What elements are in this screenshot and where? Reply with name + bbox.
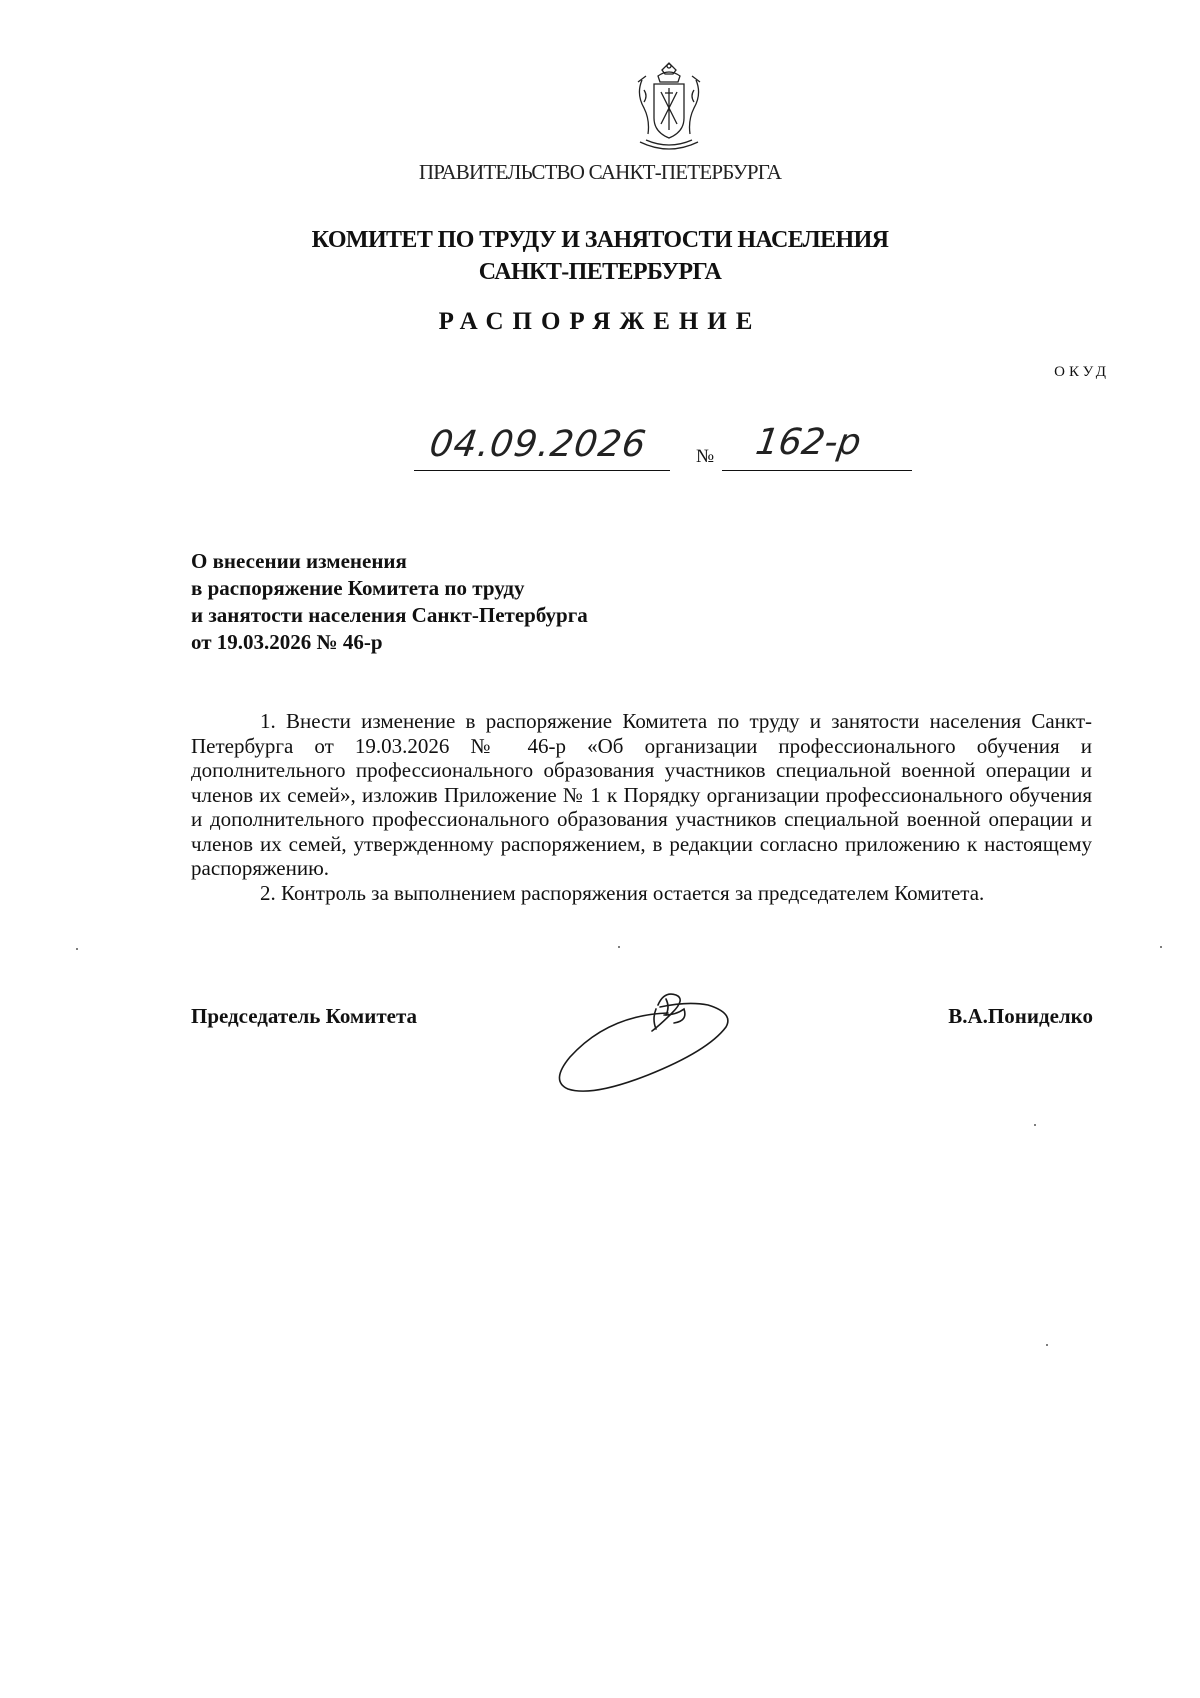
scan-speck	[618, 946, 620, 948]
handwritten-number: 162-р	[753, 422, 864, 463]
coat-of-arms-emblem	[628, 60, 710, 150]
scan-speck	[1034, 1124, 1036, 1126]
subject-line: от 19.03.2026 № 46-р	[191, 630, 383, 654]
signatory-role: Председатель Комитета	[191, 1004, 418, 1028]
handwritten-date: 04.09.2026	[427, 424, 650, 465]
document-type-title: РАСПОРЯЖЕНИЕ	[438, 308, 762, 335]
number-sign: №	[696, 446, 715, 467]
subject-line: О внесении изменения	[191, 549, 407, 573]
government-name: ПРАВИТЕЛЬСТВО САНКТ-ПЕТЕРБУРГА	[418, 160, 782, 184]
committee-name-line1: КОМИТЕТ ПО ТРУДУ И ЗАНЯТОСТИ НАСЕЛЕНИЯ	[311, 227, 889, 253]
okud-label: ОКУД	[1054, 364, 1110, 380]
document-body	[191, 709, 1092, 905]
scan-speck	[76, 948, 78, 950]
document-subject	[191, 548, 588, 656]
body-paragraph-1: 1. Внести изменение в распоряжение Комитета по труду и занятости населения Санкт-Петербурга от 19.03.2026 № 46-р «Об организации профессионального обучения и дополнительного профессионального образования участников специальной военной операции и членов их семей», изложив Приложение № 1 к Порядку организации профессионального обучения и дополнительного профессионального образования участников специальной военной операции и членов их семей, утвержденному распоряжением, в редакции согласно приложению к настоящему распоряжению.	[191, 709, 1092, 880]
scan-speck	[1046, 1344, 1048, 1346]
body-paragraph-2: 2. Контроль за выполнением распоряжения остается за председателем Комитета.	[260, 880, 985, 905]
subject-line: в распоряжение Комитета по труду	[191, 576, 525, 600]
date-underline	[414, 470, 670, 471]
number-underline	[722, 470, 912, 471]
signatory-name: В.А.Пониделко	[948, 1004, 1093, 1028]
scan-speck	[1160, 946, 1162, 948]
subject-line: и занятости населения Санкт-Петербурга	[191, 603, 588, 627]
handwritten-signature	[548, 985, 748, 1095]
committee-name-line2: САНКТ-ПЕТЕРБУРГА	[478, 259, 722, 285]
committee-name	[0, 224, 1200, 288]
